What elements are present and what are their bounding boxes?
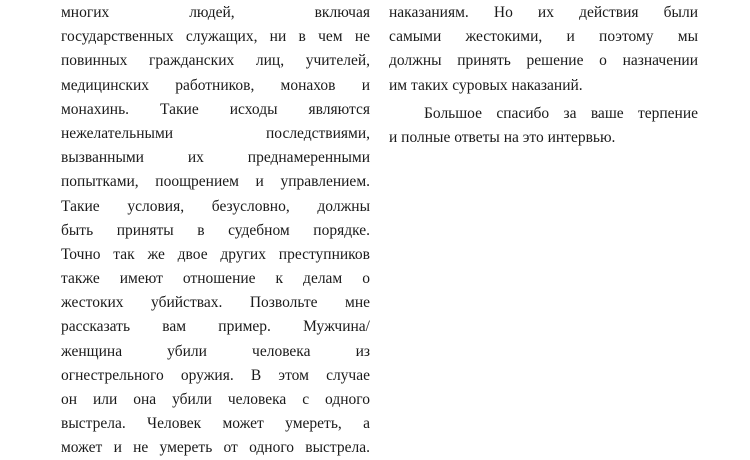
text-line: рассказать вам пример. Мужчина/ bbox=[61, 318, 370, 336]
text-line: женщина убили человека из bbox=[61, 342, 370, 360]
text-line: медицинских работников, монахов и bbox=[61, 76, 370, 94]
text-line: государственных служащих, ни в чем не bbox=[61, 28, 370, 46]
paragraph-thanks bbox=[389, 102, 698, 150]
text-line: и полные ответы на это интервью. bbox=[389, 128, 616, 146]
text-line: может и не умереть от одного выстрела. bbox=[61, 439, 370, 457]
text-line: повинных гражданских лиц, учителей, bbox=[61, 52, 370, 70]
text-line: самыми жестокими, и поэтому мы bbox=[389, 28, 698, 46]
text-line: огнестрельного оружия. В этом случае bbox=[61, 366, 370, 384]
text-line: жестоких убийствах. Позвольте мне bbox=[61, 294, 370, 312]
text-line: наказаниям. Но их действия были bbox=[389, 4, 698, 21]
paragraph-closing-remarks bbox=[389, 1, 698, 98]
text-line: вызванными их преднамеренными bbox=[61, 149, 370, 167]
text-line: Точно так же двое других преступников bbox=[61, 245, 370, 263]
text-line: многих людей, включая bbox=[61, 4, 370, 21]
left-text-column bbox=[61, 1, 370, 460]
text-line: также имеют отношение к делам о bbox=[61, 270, 370, 288]
text-line: монахинь. Такие исходы являются bbox=[61, 100, 370, 118]
text-line: Большое спасибо за ваше терпение bbox=[424, 104, 698, 122]
text-line: выстрела. Человек может умереть, а bbox=[61, 415, 370, 433]
text-line: Такие условия, безусловно, должны bbox=[61, 197, 370, 215]
right-text-column bbox=[389, 1, 698, 150]
text-line: им таких суровых наказаний. bbox=[389, 76, 583, 94]
text-line: он или она убили человека с одного bbox=[61, 391, 370, 408]
text-line: должны принять решение о назначении bbox=[389, 52, 698, 70]
text-line: быть приняты в судебном порядке. bbox=[61, 221, 370, 239]
text-line: попытками, поощрением и управлением. bbox=[61, 173, 370, 191]
text-line: нежелательными последствиями, bbox=[61, 124, 370, 142]
